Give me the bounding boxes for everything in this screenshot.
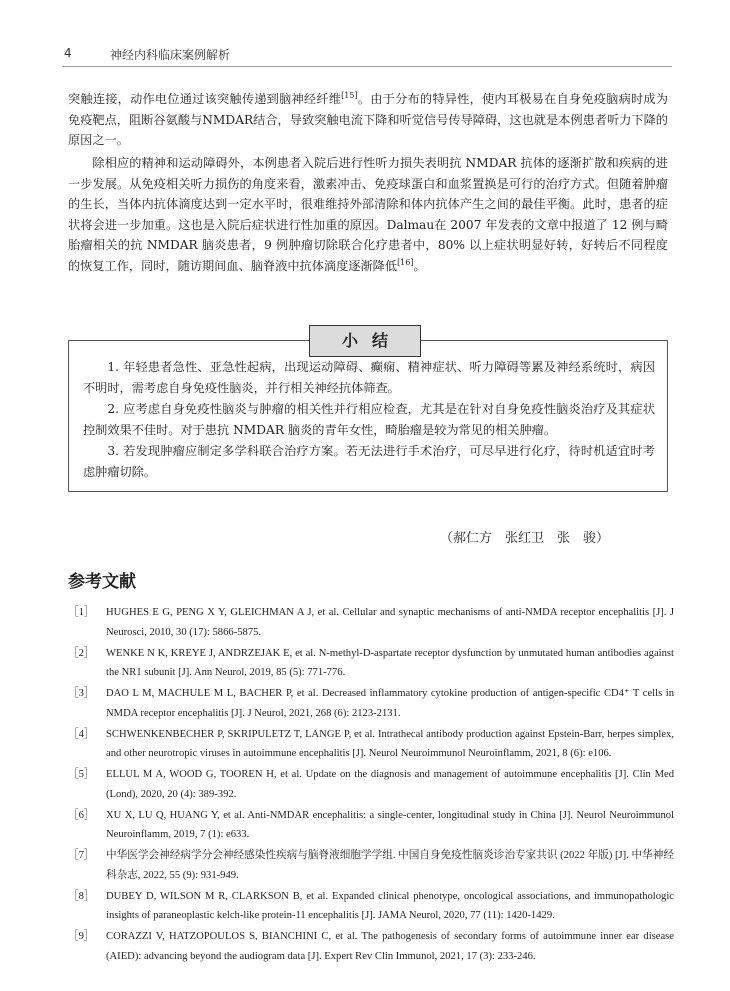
reference-text: XU X, LU Q, HUANG Y, et al. Anti-NMDAR encephalitis: a single-center, longitudinal study in China [J]. Neurol Neuroimmunol Neuroinflamm, 2019, 7 (1): e633. xyxy=(106,809,674,840)
reference-text: CORAZZI V, HATZOPOULOS S, BIANCHINI C, et al. The pathogenesis of secondary forms of autoimmune inner ear disease (AIED): advancing beyond the audiogram data [J]. Expert Rev Clin Immunol, 2021, 17 (3): 233-246. xyxy=(106,931,674,962)
citation[interactable]: [16] xyxy=(397,257,414,267)
reference-item xyxy=(68,806,674,845)
reference-text: ELLUL M A, WOOD G, TOOREN H, et al. Update on the diagnosis and management of autoimmune encephalitis [J]. Clin Med (Lond), 2020, 20 (4): 389-392. xyxy=(106,769,674,800)
reference-item xyxy=(68,644,674,683)
reference-list xyxy=(68,603,674,968)
summary-item: 1. 年轻患者急性、亚急性起病，出现运动障碍、癫痫、精神症状、听力障碍等累及神经系统时，病因不明时，需考虑自身免疫性脑炎，并行相关神经抗体筛查。 xyxy=(83,360,655,395)
reference-number: ［5］ xyxy=(68,769,95,780)
reference-item xyxy=(68,927,674,966)
paragraph-text: 突触连接，动作电位通过该突触传递到脑神经纤维 xyxy=(68,92,342,106)
body-paragraph-1 xyxy=(68,89,668,151)
reference-number: ［3］ xyxy=(68,688,95,699)
reference-number: ［2］ xyxy=(68,647,95,659)
reference-text: DAO L M, MACHULE M L, BACHER P, et al. Decreased inflammatory cytokine production of antigen-specific CD4⁺ T cells in NMDA receptor encephalitis [J]. J Neurol, 2021, 268 (6): 2123-2131. xyxy=(106,688,674,719)
summary-content xyxy=(83,357,655,483)
header-divider xyxy=(62,66,672,67)
summary-title: 小结 xyxy=(309,325,421,357)
reference-text: SCHWENKENBECHER P, SKRIPULETZ T, LANGE P, et al. Intrathecal antibody production against Epstein-Barr, herpes simplex, and other neurotropic viruses in autoimmune encephalitis [J]. Neurol Neuroimmunol Neuroinflamm, 2021, 8 (6): e106. xyxy=(106,728,674,759)
summary-item: 3. 若发现肿瘤应制定多学科联合治疗方案。若无法进行手术治疗，可尽早进行化疗，待时机适宜时考虑肿瘤切除。 xyxy=(83,444,655,479)
body-paragraph-2 xyxy=(68,153,668,276)
reference-item xyxy=(68,846,674,885)
reference-text: DUBEY D, WILSON M R, CLARKSON B, et al. Expanded clinical phenotype, oncological associations, and immunopathologic insights of paraneoplastic kelch-like protein-11 encephalitis [J]. JAMA Neurol, 2020, 77 (11): 1420-1429. xyxy=(106,890,674,921)
running-header xyxy=(62,46,672,66)
author-signature: （郝仁方 张红卫 张 骏） xyxy=(440,531,610,546)
reference-number: ［6］ xyxy=(68,809,95,821)
reference-item xyxy=(68,603,674,642)
summary-item: 2. 应考虑自身免疫性脑炎与肿瘤的相关性并行相应检查，尤其是在针对自身免疫性脑炎治疗及其症状控制效果不佳时。对于患抗 NMDAR 脑炎的青年女性，畸胎瘤是较为常见的相关肿瘤。 xyxy=(83,402,655,437)
reference-text: WENKE N K, KREYE J, ANDRZEJAK E, et al. N-methyl-D-aspartate receptor dysfunction by unmutated human antibodies against the NR1 subunit [J]. Ann Neurol, 2019, 85 (5): 771-776. xyxy=(106,647,674,678)
page-number: 4 xyxy=(64,46,72,60)
book-title: 神经内科临床案例解析 xyxy=(110,48,231,62)
paragraph-text: 。 xyxy=(413,258,426,273)
reference-item xyxy=(68,887,674,926)
reference-item xyxy=(68,684,674,723)
reference-number: ［9］ xyxy=(68,931,95,942)
paragraph-text: 。由于分布的特异性，使内耳极易在自身免疫脑病时成为免疫靶点，阻断谷氨酸与NMDAR结合，导致突触电流下降和听觉信号传导障碍，这也就是本例患者听力下降的原因之一。 xyxy=(68,92,669,147)
reference-item xyxy=(68,725,674,764)
reference-text: 中华医学会神经病学分会神经感染性疾病与脑脊液细胞学学组. 中国自身免疫性脑炎诊治专家共识 (2022 年版) [J]. 中华神经科杂志, 2022, 55 (9): 931-949. xyxy=(106,850,674,881)
references-heading: 参考文献 xyxy=(68,572,136,592)
reference-number: ［8］ xyxy=(68,890,95,902)
citation[interactable]: [15] xyxy=(341,90,358,100)
reference-number: ［7］ xyxy=(68,850,95,861)
reference-number: ［4］ xyxy=(68,728,95,740)
paragraph-text: 除相应的精神和运动障碍外，本例患者入院后进行性听力损失表明抗 NMDAR 抗体的逐渐扩散和疾病的进一步发展。从免疫相关听力损伤的角度来看，激素冲击、免疫球蛋白和血浆置换是可行的治疗方式。但随着肿瘤的生长，当体内抗体滴度达到一定水平时，很难维持外部清除和体内抗体产生之间的最佳平衡。此时，患者的症状将会进一步加重。这也是入院后症状进行性加重的原因。Dalmau在 2007 年发表的文章中报道了 12 例与畸胎瘤相关的抗 NMDAR 脑炎患者，9 例肿瘤切除联合化疗患者中，80% 以上症状明显好转，好转后不同程度的恢复工作，同时，随访期间血、脑脊液中抗体滴度逐渐降低 xyxy=(68,156,668,273)
reference-item xyxy=(68,765,674,804)
reference-number: ［1］ xyxy=(68,607,95,618)
reference-text: HUGHES E G, PENG X Y, GLEICHMAN A J, et al. Cellular and synaptic mechanisms of anti-NMDA receptor encephalitis [J]. J Neurosci, 2010, 30 (17): 5866-5875. xyxy=(106,607,674,638)
